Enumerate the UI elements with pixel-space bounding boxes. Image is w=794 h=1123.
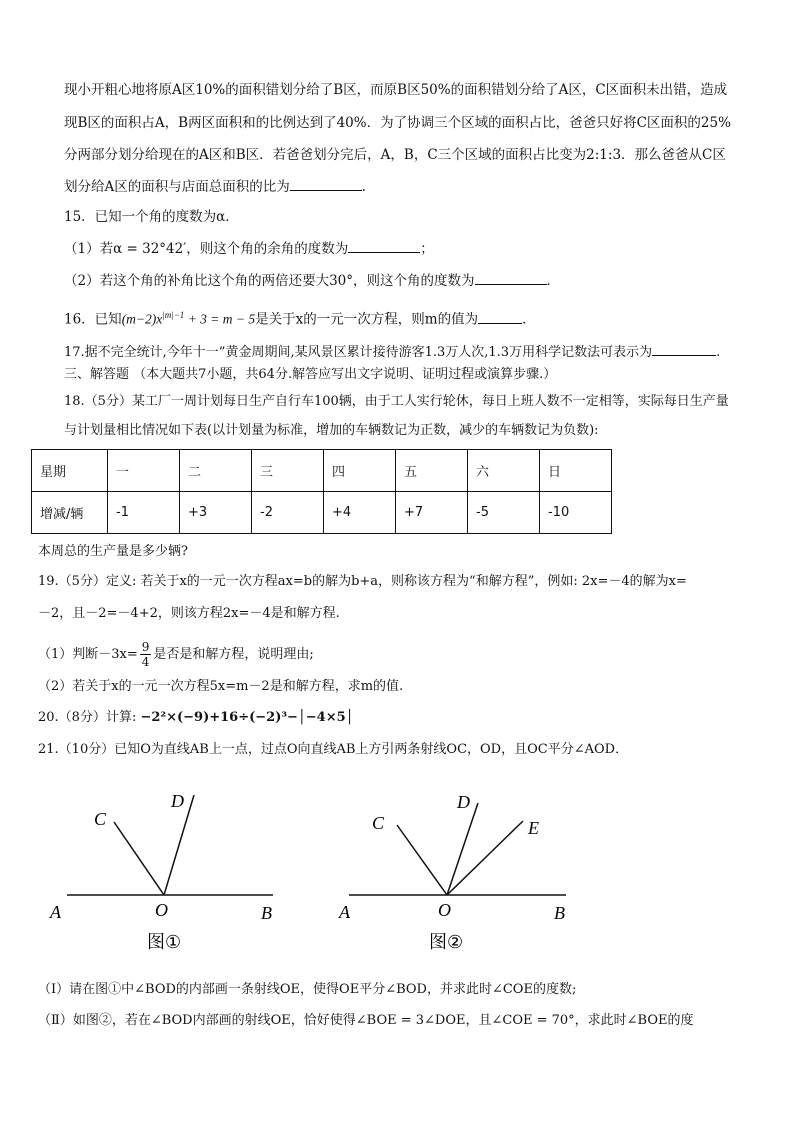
label-d: D	[457, 792, 470, 812]
table-cell: +3	[180, 492, 252, 534]
table-cell: +4	[324, 492, 396, 534]
p14-line-1: 现小开粗心地将原A区10%的面积错划分给了B区，而原B区50%的面积错划分给了A区，C区面积未出错，造成	[64, 82, 728, 98]
fraction-denominator: 4	[141, 655, 150, 669]
p19-q2: （2）若关于x的一元一次方程5x=m－2是和解方程，求m的值.	[38, 679, 404, 694]
p15-q1-text: （1）若α = 32°42′，则这个角的余角的度数为	[64, 241, 349, 257]
p15-q2	[64, 270, 560, 291]
answer-blank	[475, 270, 547, 285]
table-row	[32, 492, 612, 534]
p14-line-3: 分两部分划分给现在的A区和B区．若爸爸划分完后，A，B，C三个区域的面积占比变为2:1:3．那么爸爸从C区	[64, 147, 726, 163]
table-cell: 四	[324, 450, 396, 492]
p16-text-b: 是关于x的一元一次方程，则m的值为	[255, 311, 479, 328]
p16-end: ．	[522, 311, 536, 328]
p17-end: .	[716, 345, 721, 360]
label-a: A	[339, 902, 350, 922]
p14-line-4-text: 划分给A区的面积与店面总面积的比为	[64, 179, 290, 195]
p15-q1-end: ；	[420, 241, 434, 257]
table-header-row	[32, 450, 612, 492]
p21-line-1: 21.（10分）已知O为直线AB上一点，过点O向直线AB上方引两条射线OC，OD，且OC平分∠AOD．	[38, 742, 629, 757]
p15-q1	[64, 238, 434, 259]
p20-text: 20.（8分）计算:	[38, 710, 137, 725]
ray-oc	[114, 822, 164, 895]
p16-equation: (m−2)x	[121, 311, 163, 327]
p17-text: 17.据不完全统计,今年十一”黄金周期间,某风景区累计接待游客1.3万人次,1.3万用科学记数法可表示为	[64, 345, 653, 360]
table-cell: 二	[180, 450, 252, 492]
table-cell: -10	[540, 492, 612, 534]
figure-1-caption: 图①	[147, 932, 182, 953]
table-cell: 增减/辆	[32, 492, 108, 534]
p19-line-2: －2，且－2=－4+2，则该方程2x=－4是和解方程.	[38, 606, 340, 621]
fraction-numerator: 9	[141, 640, 150, 654]
p21-part-i: （Ⅰ）请在图①中∠BOD的内部画一条射线OE，使得OE平分∠BOD，并求此时∠COE的度数;	[38, 982, 577, 997]
p19-q1	[38, 640, 314, 669]
p15-head: 15．已知一个角的度数为α．	[64, 209, 239, 225]
table-cell: 五	[396, 450, 468, 492]
p14-line-4-end: ．	[361, 179, 376, 195]
table-cell: -5	[468, 492, 540, 534]
label-o: O	[438, 900, 451, 920]
p16-equation-rhs: + 3 = m − 5	[184, 311, 256, 327]
label-o: O	[155, 900, 168, 920]
label-c: C	[94, 809, 107, 829]
answer-blank	[290, 176, 362, 191]
p17	[64, 341, 720, 363]
p19-q1-end: 是否是和解方程，说明理由;	[153, 647, 314, 662]
production-table	[31, 449, 612, 534]
answer-blank	[652, 341, 716, 356]
table-cell: 一	[108, 450, 180, 492]
label-e: E	[528, 818, 539, 838]
label-c: C	[372, 813, 385, 833]
section-heading: 三、解答题 （本大题共7小题，共64分.解答应写出文字说明、证明过程或演算步骤.）	[64, 367, 557, 382]
p15-q2-end: ．	[546, 273, 561, 289]
answer-blank	[348, 238, 420, 253]
table-cell: 星期	[32, 450, 108, 492]
p16-exponent: |m|−1	[162, 310, 185, 320]
answer-blank	[478, 309, 522, 324]
p14-line-2: 现B区的面积占A，B两区面积和的比例达到了40%．为了协调三个区域的面积占比，爸爸只好将C区面积的25%	[64, 115, 731, 131]
table-cell: +7	[396, 492, 468, 534]
p19-line-1: 19.（5分）定义: 若关于x的一元一次方程ax=b的解为b+a，则称该方程为“和解方程”，例如: 2x=－4的解为x=	[38, 574, 687, 589]
ray-oe	[447, 821, 523, 895]
table-cell: 日	[540, 450, 612, 492]
p16-text-a: 16．已知	[64, 311, 122, 328]
table-cell: 三	[252, 450, 324, 492]
p15-q2-text: （2）若这个角的补角比这个角的两倍还要大30°，则这个角的度数为	[64, 273, 475, 289]
figure-1	[40, 785, 330, 960]
fraction	[140, 640, 152, 669]
label-b: B	[554, 903, 565, 923]
figure-2	[330, 785, 590, 960]
label-a: A	[50, 902, 61, 922]
figure-2-caption: 图②	[429, 932, 464, 953]
ray-oc	[397, 825, 447, 895]
p20	[38, 708, 353, 728]
table-cell: 六	[468, 450, 540, 492]
p21-part-ii: （Ⅱ）如图②，若在∠BOD内部画的射线OE，恰好使得∠BOE = 3∠DOE，且∠COE = 70°，求此时∠BOE的度	[38, 1013, 694, 1028]
label-d: D	[171, 791, 184, 811]
p19-q1-text: （1）判断－3x=	[38, 647, 138, 662]
p14-line-4	[64, 176, 375, 197]
p18-line-2: 与计划量相比情况如下表(以计划量为标准，增加的车辆数记为正数，减少的车辆数记为负数):	[64, 423, 599, 438]
p20-expression: −2²×(−9)+16÷(−2)³−│−4×5│	[140, 710, 354, 725]
table-cell: -1	[108, 492, 180, 534]
ray-od	[447, 803, 478, 895]
label-b: B	[261, 903, 272, 923]
p18-question: 本周总的生产量是多少辆?	[38, 544, 188, 559]
p18-line-1: 18.（5分）某工厂一周计划每日生产自行车100辆，由于工人实行轮休，每日上班人数不一定相等，实际每日生产量	[64, 394, 729, 409]
table-cell: -2	[252, 492, 324, 534]
p16	[64, 305, 536, 330]
